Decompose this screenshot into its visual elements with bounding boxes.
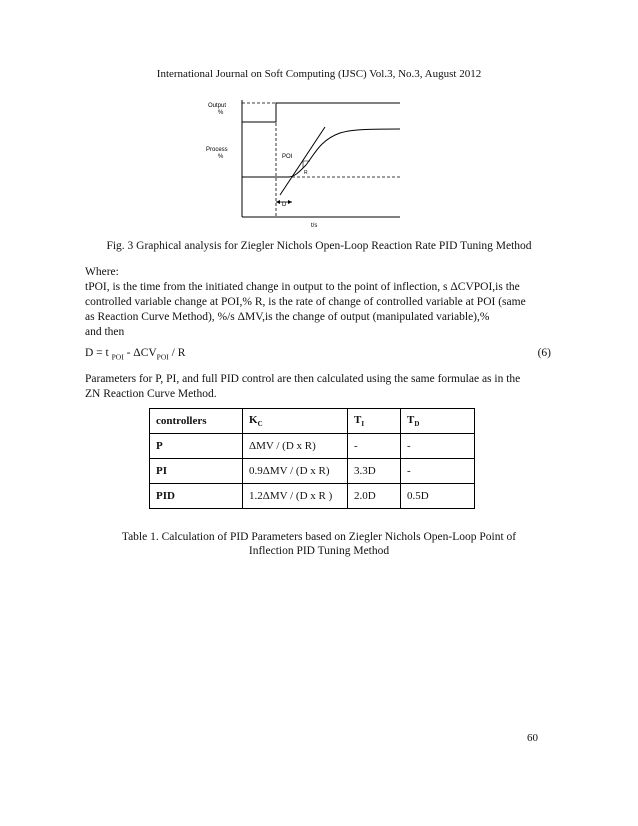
poi-figure — [200, 95, 410, 230]
definitions-line: controlled variable change at POI,% R, is the rate of change of controlled variable at POI (same — [85, 296, 526, 308]
label-poi: POI — [282, 154, 293, 160]
eq-mid: - ΔCV — [123, 347, 157, 359]
output-step — [242, 103, 400, 122]
table-cell: 2.0D — [348, 484, 401, 509]
equation-number: (6) — [537, 347, 551, 359]
definitions-line: and then — [85, 326, 125, 338]
table-cell: 0.5D — [401, 484, 475, 509]
label-process: Process — [206, 147, 228, 153]
eq-rhs: / R — [168, 347, 186, 359]
table-row — [150, 459, 475, 484]
where-label: Where: — [85, 266, 119, 278]
table-cell: - — [348, 434, 401, 459]
definitions-line: tPOI, is the time from the initiated change in output to the point of inflection, s ΔCVPOI,is the — [85, 281, 520, 293]
header-kc: $K_C$ — [243, 409, 348, 434]
label-output-unit: % — [218, 110, 224, 116]
table-row — [150, 434, 475, 459]
table-caption-line: Inflection PID Tuning Method — [248, 545, 390, 557]
header-ti: $T_I$ — [348, 409, 401, 434]
page-number: 60 — [527, 732, 538, 744]
table-row — [150, 484, 475, 509]
label-process-unit: % — [218, 154, 224, 160]
table-cell: 1.2ΔMV / (D x R ) — [243, 484, 348, 509]
label-output: Output — [208, 103, 227, 109]
parameters-paragraph — [85, 372, 551, 402]
table-cell: 0.9ΔMV / (D x R) — [243, 459, 348, 484]
journal-header: International Journal on Soft Computing (IJSC) Vol.3, No.3, August 2012 — [156, 68, 482, 80]
definitions-paragraph — [85, 280, 551, 340]
definitions-line: as Reaction Curve Method), %/s ΔMV,is the change of output (manipulated variable),% — [85, 311, 490, 323]
pid-parameters-table — [149, 408, 475, 509]
eq-sub1: POI — [111, 352, 124, 362]
table-cell: PID — [150, 484, 243, 509]
table-cell: - — [401, 434, 475, 459]
eq-lhs: D = t — [85, 347, 109, 359]
table-cell: - — [401, 459, 475, 484]
header-td: $T_D$ — [401, 409, 475, 434]
table-caption-line: Table 1. Calculation of PID Parameters based on Ziegler Nichols Open-Loop Point of — [121, 531, 517, 543]
figure-caption: Fig. 3 Graphical analysis for Ziegler Nichols Open-Loop Reaction Rate PID Tuning Method — [106, 240, 532, 252]
label-time: t/s — [311, 223, 318, 229]
label-r: R — [304, 170, 308, 176]
tangent-line — [280, 127, 325, 195]
paragraph-line: Parameters for P, PI, and full PID control are then calculated using the same formulae as in the — [85, 373, 521, 385]
table-cell: PI — [150, 459, 243, 484]
table-caption — [0, 530, 638, 558]
table-header-row — [150, 409, 475, 434]
header-controllers: controllers — [150, 409, 243, 434]
table-cell: 3.3D — [348, 459, 401, 484]
table-cell: P — [150, 434, 243, 459]
eq-sub2: POI — [156, 352, 169, 362]
table-cell: ΔMV / (D x R) — [243, 434, 348, 459]
equation-6 — [85, 347, 551, 361]
process-curve — [242, 129, 400, 177]
label-d: D — [282, 202, 287, 208]
paragraph-line: ZN Reaction Curve Method. — [85, 388, 217, 400]
